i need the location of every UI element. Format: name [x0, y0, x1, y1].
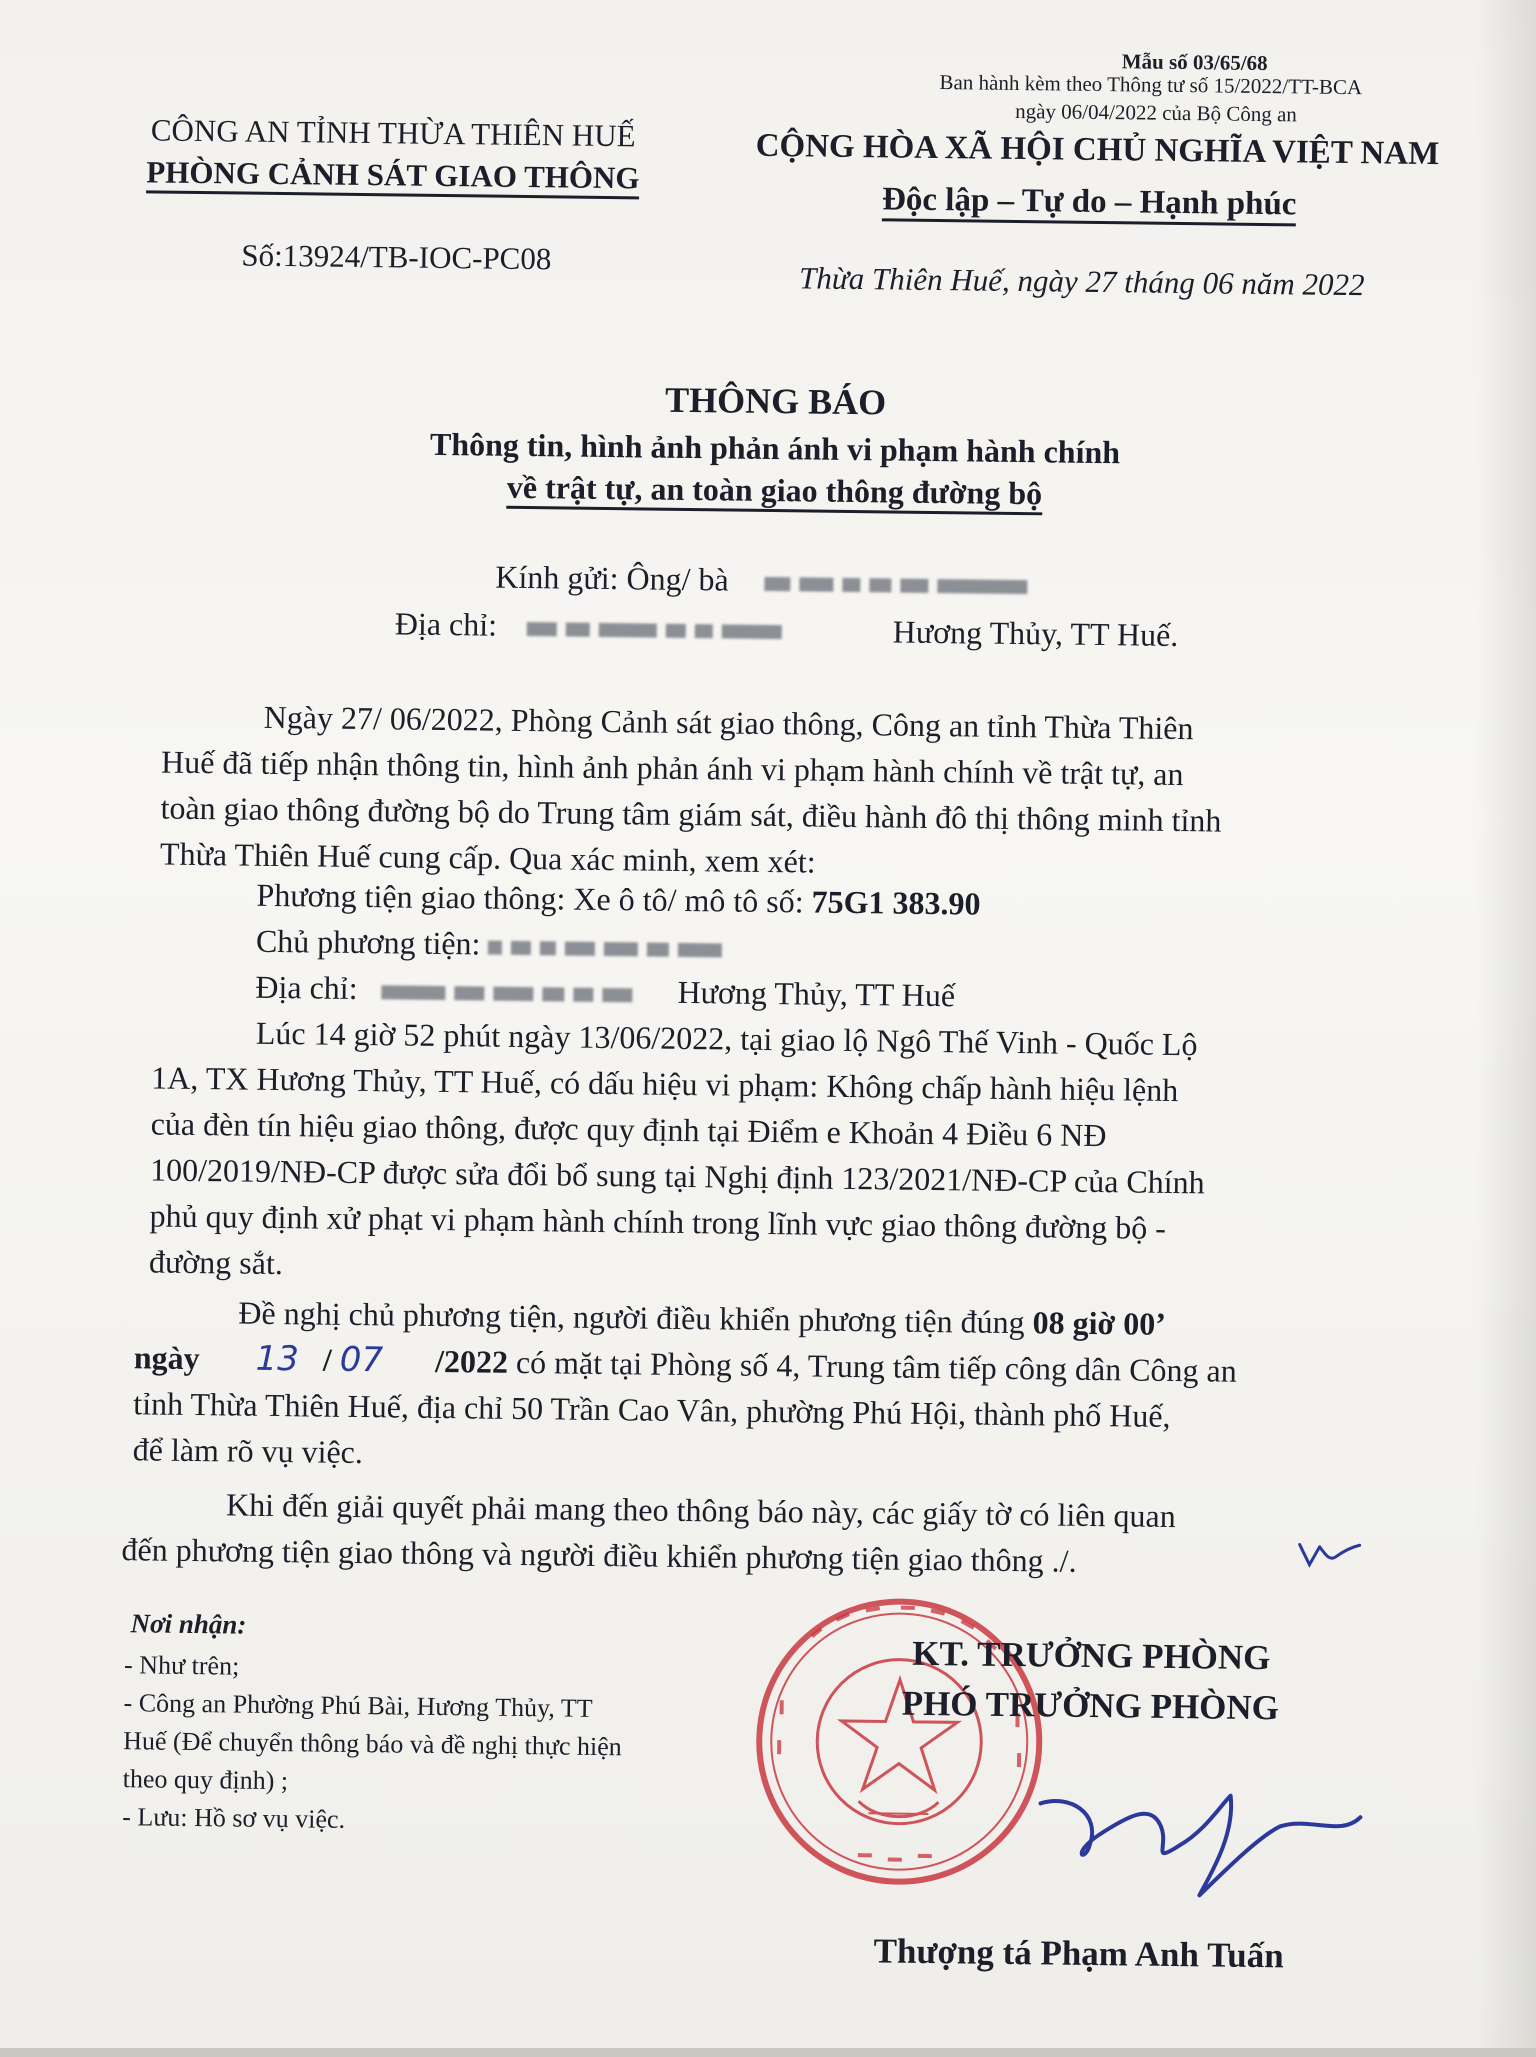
- agency-name: CÔNG AN TỈNH THỪA THIÊN HUẾ: [150, 112, 636, 154]
- body-paragraph-3: [132, 1288, 1237, 1485]
- recipient-item: - Như trên;: [123, 1650, 240, 1681]
- document-number: Số:13924/TB-IOC-PC08: [241, 237, 552, 277]
- body-line: đến phương tiện giao thông và người điều khiển phương tiện giao thông ./.: [121, 1531, 1077, 1579]
- nation-title: CỘNG HÒA XÃ HỘI CHỦ NGHĨA VIỆT NAM: [755, 127, 1440, 173]
- redacted-block: [565, 941, 595, 955]
- recipient-item: Huế (Để chuyển thông báo và đề nghị thực hiện: [123, 1726, 622, 1762]
- handwritten-day: 13: [255, 1338, 300, 1380]
- recipient-item: theo quy định) ;: [122, 1764, 289, 1796]
- redacted-block: [678, 943, 722, 958]
- body-line: Huế đã tiếp nhận thông tin, hình ảnh phản ánh vi phạm hành chính về trật tự, an: [160, 743, 1184, 793]
- owner-address-label: Địa chỉ:: [255, 968, 358, 1006]
- body-line: Khi đến giải quyết phải mang theo thông báo này, các giấy tờ có liên quan: [225, 1486, 1176, 1535]
- redacted-block: [604, 942, 638, 956]
- redacted-block: [454, 986, 484, 1000]
- redacted-block: [381, 985, 445, 1000]
- redacted-block: [599, 623, 657, 638]
- recipient-item: - Lưu: Hồ sơ vụ việc.: [122, 1802, 346, 1834]
- redacted-block: [843, 578, 861, 592]
- document-subtitle-1: Thông tin, hình ảnh phản ánh vi phạm hành chính: [429, 425, 1121, 471]
- document-title: THÔNG BÁO: [664, 379, 887, 423]
- redacted-block: [800, 577, 834, 591]
- body-line: của đèn tín hiệu giao thông, được quy định tại Điểm e Khoản 4 Điều 6 NĐ: [150, 1105, 1107, 1154]
- handwritten-month: 07: [339, 1339, 384, 1381]
- body-line: đường sắt.: [148, 1243, 284, 1282]
- date-separator: /: [322, 1341, 333, 1378]
- redacted-block: [695, 624, 713, 638]
- body-line: tỉnh Thừa Thiên Huế, địa chỉ 50 Trần Cao Vân, phường Phú Hội, thành phố Huế,: [133, 1385, 1171, 1434]
- body-line: toàn giao thông đường bộ do Trung tâm giám sát, điều hành đô thị thông minh tỉnh: [160, 789, 1222, 839]
- redacted-block: [527, 622, 557, 636]
- recipient-item: - Công an Phường Phú Bài, Hương Thủy, TT: [123, 1688, 593, 1723]
- redacted-block: [722, 624, 782, 639]
- nation-motto: [882, 181, 1297, 223]
- body-line: Thừa Thiên Huế cung cấp. Qua xác minh, xem xét:: [159, 835, 816, 880]
- redacted-block: [901, 578, 929, 592]
- department-name-text: PHÒNG CẢNH SÁT GIAO THÔNG: [146, 154, 640, 199]
- redacted-block: [765, 577, 791, 591]
- redacted-block: [542, 987, 564, 1001]
- redacted-block: [938, 579, 1028, 594]
- redacted-block: [540, 941, 556, 955]
- signature-title-2: PHÓ TRƯỞNG PHÒNG: [901, 1683, 1280, 1728]
- addressee-line: [495, 559, 1037, 603]
- redacted-block: [493, 986, 533, 1000]
- body-line: Ngày 27/ 06/2022, Phòng Cảnh sát giao thông, Công an tỉnh Thừa Thiên: [263, 698, 1194, 747]
- body-paragraph-4: [121, 1480, 1176, 1585]
- owner-address-tail: Hương Thủy, TT Huế: [677, 973, 956, 1014]
- handwritten-signature: [1029, 1773, 1371, 1917]
- form-issued-line-2: ngày 06/04/2022 của Bộ Công an: [1015, 98, 1298, 127]
- redacted-block: [602, 988, 632, 1002]
- appointment-year: /2022: [434, 1342, 509, 1380]
- body-line: để làm rõ vụ việc.: [132, 1431, 364, 1471]
- appointment-request: Đề nghị chủ phương tiện, người điều khiển phương tiện đúng: [238, 1294, 1025, 1341]
- vehicle-details: [255, 872, 981, 1019]
- redacted-block: [566, 622, 590, 636]
- redacted-block: [647, 942, 669, 956]
- body-line: Lúc 14 giờ 52 phút ngày 13/06/2022, tại giao lộ Ngô Thế Vinh - Quốc Lộ: [255, 1014, 1198, 1063]
- redacted-block: [511, 941, 531, 955]
- form-number: Mẫu số 03/65/68: [1121, 49, 1268, 76]
- addressee-address-line: [395, 605, 792, 647]
- handwritten-tick-mark: [1295, 1534, 1363, 1571]
- body-line: 100/2019/NĐ-CP được sửa đổi bổ sung tại Nghị định 123/2021/NĐ-CP của Chính: [149, 1151, 1205, 1201]
- license-plate: 75G1 383.90: [811, 883, 981, 922]
- addressee-address-tail: Hương Thủy, TT Huế.: [892, 613, 1179, 653]
- addressee-label: Kính gửi: Ông/ bà: [495, 558, 729, 598]
- signer-name: Thượng tá Phạm Anh Tuấn: [873, 1931, 1284, 1976]
- form-issued-line-1: Ban hành kèm theo Thông tư số 15/2022/TT-BCA: [939, 70, 1363, 100]
- appointment-time: 08 giờ 00’: [1032, 1304, 1167, 1342]
- vehicle-label: Phương tiện giao thông: Xe ô tô/ mô tô số:: [256, 876, 804, 920]
- redacted-block: [870, 578, 892, 592]
- department-name: [146, 154, 640, 196]
- owner-label: Chủ phương tiện:: [255, 922, 481, 962]
- signature-title-1: KT. TRƯỞNG PHÒNG: [912, 1633, 1271, 1678]
- recipients-title: Nơi nhận:: [130, 1608, 247, 1640]
- appointment-location: có mặt tại Phòng số 4, Trung tâm tiếp công dân Công an: [515, 1343, 1237, 1389]
- document-subtitle-2-text: về trật tự, an toàn giao thông đường bộ: [507, 469, 1043, 516]
- body-paragraph-1: [160, 693, 1223, 890]
- nation-motto-text: Độc lập – Tự do – Hạnh phúc: [882, 181, 1297, 226]
- appointment-date-label: ngày: [133, 1339, 200, 1377]
- recipients-list: [122, 1646, 623, 1842]
- body-line: phủ quy định xử phạt vi phạm hành chính trong lĩnh vực giao thông đường bộ -: [149, 1197, 1167, 1246]
- redacted-block: [573, 987, 593, 1001]
- body-paragraph-2: [149, 1008, 1207, 1297]
- body-line: 1A, TX Hương Thủy, TT Huế, có dấu hiệu vi phạm: Không chấp hành hiệu lệnh: [151, 1059, 1179, 1109]
- addressee-address-label: Địa chỉ:: [394, 605, 498, 643]
- place-date: Thừa Thiên Huế, ngày 27 tháng 06 năm 2022: [798, 260, 1365, 303]
- redacted-block: [488, 940, 502, 954]
- redacted-block: [666, 623, 686, 637]
